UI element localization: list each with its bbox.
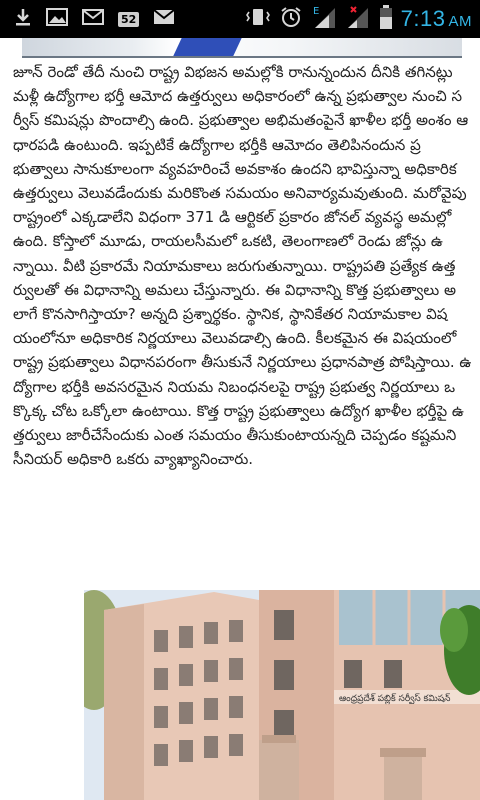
article-photo[interactable] [84,590,480,800]
clock: 7:13 AM [400,6,472,31]
header-image-edge [22,56,462,58]
header-image-shape [172,38,241,58]
signal-x-icon [345,4,371,34]
mail-icon [153,9,175,29]
svg-text:E: E [312,6,319,17]
status-bar [0,0,480,38]
image-icon [46,8,68,30]
building-photo [84,590,480,800]
alarm-icon [279,5,303,33]
battery-52-badge: 52 [118,12,139,27]
vibrate-icon [245,7,271,31]
header-image [22,38,462,58]
signal-e-icon [311,4,337,34]
gmail-icon [82,9,104,29]
building-sign: ఆంధ్రప్రదేశ్ పబ్లిక్ సర్వీస్ కమిషన్ [339,694,451,704]
article-body: జూన్ రెండో తేదీ నుంచి రాష్ట్ర విభజన అమల్లోకి రానున్నందున దీనికి తగినట్లు మళ్లీ ఉద్యోగాల భర్తీ ఆమోద ఉత్తర్వులు అధికారంలో ఉన్న ప్రభుత్వాల నుంచి సర్వీస్ కమిషన్లు పొందాల్సి ఉంది. ప్రభుత్వాల అభిమతంపైనే ఖాళీల భర్తీ అంశం ఆధారపడి ఉంటుంది. ఇప్పటికే ఉద్యోగాల భర్తీకి ఆమోదం తెలిపినందున ప్రభుత్వాలు సానుకూలంగా వ్యవహరించే అవకాశం ఉందని భావిస్తున్నా అధికారిక ఉత్తర్వులు వెలువడేందుకు మరికొంత సమయం అనివార్యమవుతుంది. మరోవైపు రాష్ట్రంలో ఎక్కడాలేని విధంగా 371 డి ఆర్టికల్ ప్రకారం జోనల్ వ్యవస్థ అమల్లో ఉంది. కోస్తాలో మూడు, రాయలసీమలో ఒకటి, తెలంగాణలో రెండు జోన్లు ఉన్నాయి. వీటి ప్రకారమే నియామకాలు జరుగుతున్నాయి. రాష్ట్రపతి ప్రత్యేక ఉత్తర్వులతో ఈ విధానాన్ని అమలు చేస్తున్నారు. ఈ విధానాన్ని కొత్త ప్రభుత్వాలు అలాగే కొనసాగిస్తాయా? అన్నది ప్రశ్నార్థకం. స్థానిక, స్థానికేతర నియామకాల విషయంలోనూ అధికారిక నిర్ణయాలు వెలువడాల్సి ఉంది. కీలకమైన ఈ విషయంలో రాష్ట్ర ప్రభుత్వాలు విధానపరంగా తీసుకునే నిర్ణయాలు ప్రధానపాత్ర పోషిస్తాయి. ఉద్యోగాల భర్తీకి అవసరమైన నియమ నిబంధనలపై రాష్ట్ర ప్రభుత్వ నిర్ణయాలు ఒక్కొక్క చోట ఒక్కోలా ఉంటాయి. కొత్త రాష్ట్ర ప్రభుత్వాలు ఉద్యోగ ఖాళీల భర్తీపై ఉత్తర్వులు జారీచేసేందుకు ఎంత సమయం తీసుకుంటాయన్నది చెప్పడం కష్టమని సీనియర్ అధికారి ఒకరు వ్యాఖ్యానించారు. [13,63,472,469]
battery-icon [379,4,393,34]
download-icon [14,7,32,31]
